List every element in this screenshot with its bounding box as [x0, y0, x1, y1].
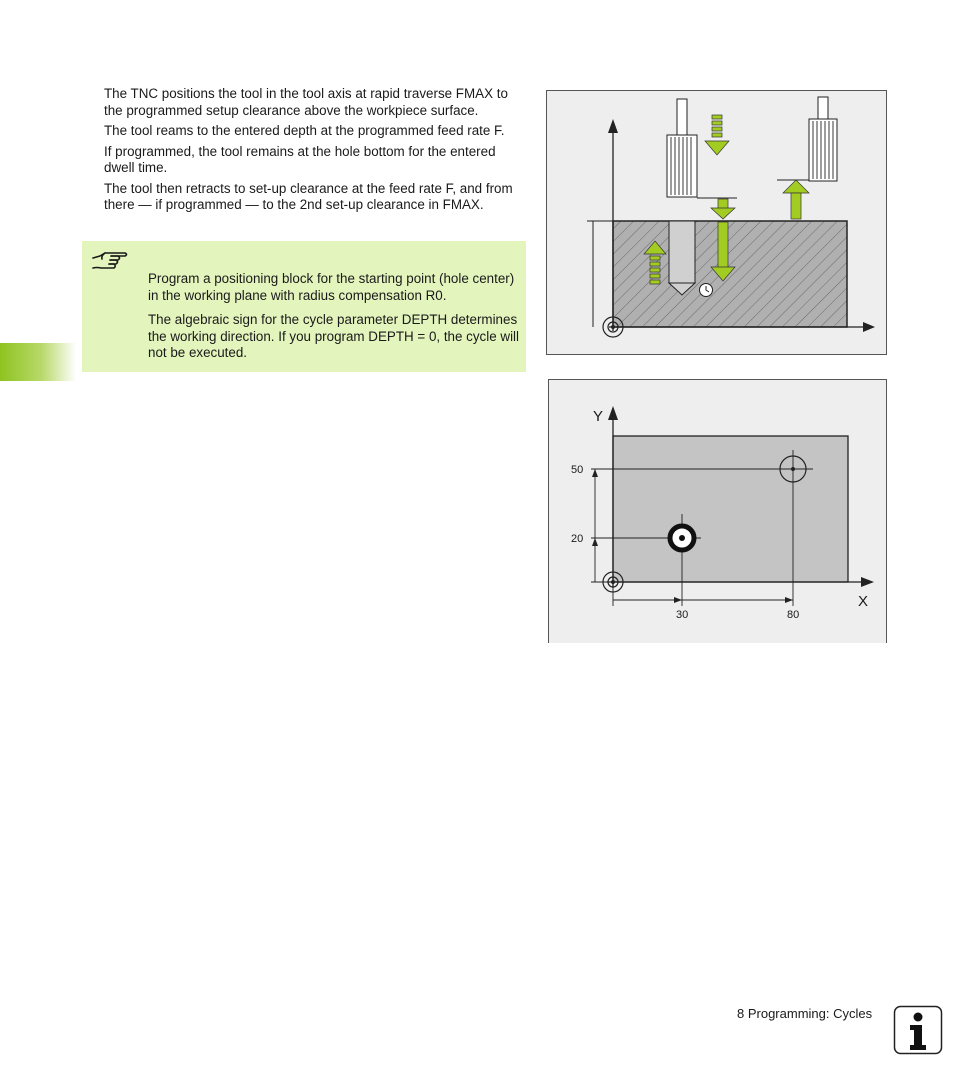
- y-tick-50: 50: [571, 464, 584, 476]
- note-box: [82, 241, 526, 372]
- note-text: [148, 271, 520, 370]
- paragraph-1: The TNC positions the tool in the tool axis at rapid traverse FMAX to the programmed setup clearance above the workpiece surface.: [104, 86, 508, 118]
- hole-coordinates-figure: [548, 379, 887, 643]
- paragraph-4: The tool then retracts to set-up clearance at the feed rate F, and from there — if programmed — to the 2nd set-up clearance in FMAX.: [104, 180, 513, 212]
- reaming-cycle-diagram: [547, 91, 888, 356]
- x-tick-30: 30: [676, 609, 689, 621]
- procedure-text: [104, 86, 528, 218]
- pointing-hand-icon: [91, 249, 129, 277]
- paragraph-3: If programmed, the tool remains at the hole bottom for the entered dwell time.: [104, 143, 496, 175]
- reaming-cycle-figure: [546, 90, 887, 355]
- hole-position-diagram: [549, 380, 888, 644]
- paragraph-2: The tool reams to the entered depth at the programmed feed rate F.: [104, 123, 505, 138]
- chapter-side-tab: [0, 343, 76, 381]
- info-icon: [893, 1005, 943, 1055]
- y-tick-20: 20: [571, 533, 584, 545]
- note-paragraph-2: The algebraic sign for the cycle parameter DEPTH determines the working direction. If you program DEPTH = 0, the cycle will not be executed.: [148, 312, 519, 360]
- note-paragraph-1: Program a positioning block for the starting point (hole center) in the working plane with radius compensation R0.: [148, 271, 515, 303]
- x-tick-80: 80: [787, 609, 800, 621]
- chapter-footer: 8 Programming: Cycles: [737, 1006, 873, 1021]
- x-axis-label: X: [858, 593, 869, 610]
- y-axis-label: Y: [593, 408, 604, 425]
